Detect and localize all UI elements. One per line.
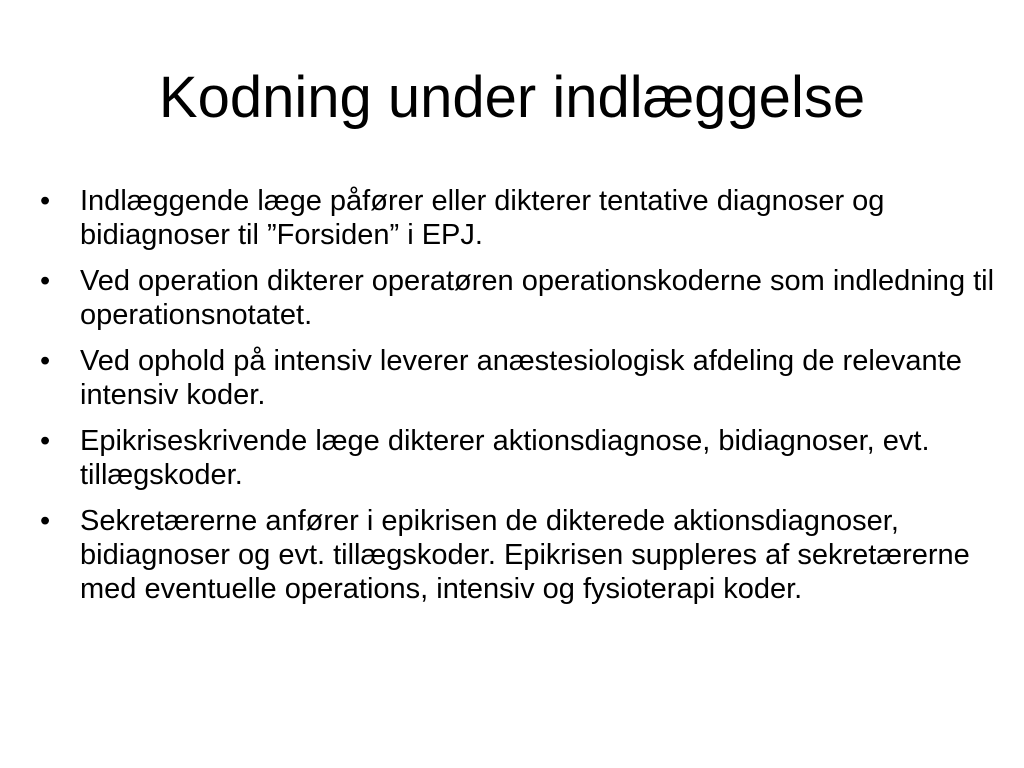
bullet-icon: • <box>40 345 51 377</box>
bullet-item <box>38 184 1008 252</box>
bullet-text: Sekretærerne anfører i epikrisen de dikterede aktionsdiagnoser, bidiagnoser og evt. tillægskoder. Epikrisen suppleres af sekretærerne med eventuelle operations, intensiv og fysioterapi koder. <box>80 505 970 605</box>
bullet-text: Epikriseskrivende læge dikterer aktionsdiagnose, bidiagnoser, evt. tillægskoder. <box>80 425 930 491</box>
bullet-item <box>38 504 1008 606</box>
bullet-icon: • <box>40 185 51 217</box>
bullet-item <box>38 424 1008 492</box>
bullet-text: Indlæggende læge påfører eller dikterer tentative diagnoser og bidiagnoser til ”Forsiden” i EPJ. <box>80 185 885 251</box>
bullet-item <box>38 264 1008 332</box>
bullet-icon: • <box>40 425 51 457</box>
bullet-icon: • <box>40 505 51 537</box>
bullet-item <box>38 344 1008 412</box>
bullet-icon: • <box>40 265 51 297</box>
bullet-list <box>38 184 1008 618</box>
bullet-text: Ved ophold på intensiv leverer anæstesiologisk afdeling de relevante intensiv koder. <box>80 345 962 411</box>
bullet-text: Ved operation dikterer operatøren operationskoderne som indledning til operationsnotatet. <box>80 265 995 331</box>
slide-title: Kodning under indlæggelse <box>158 65 866 130</box>
